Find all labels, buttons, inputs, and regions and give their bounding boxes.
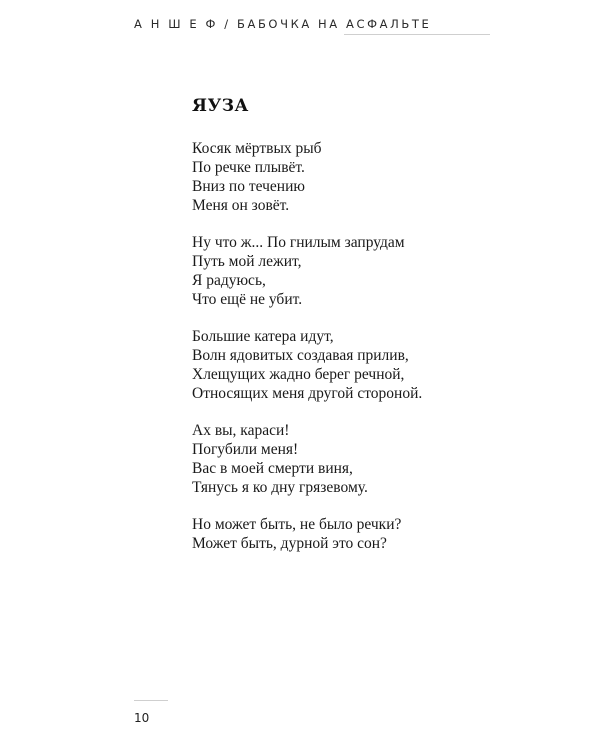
poem-line: Хлещущих жадно берег речной, (192, 366, 405, 383)
poem-body (192, 139, 422, 571)
footer-rule (134, 700, 168, 701)
stanza-1 (192, 139, 422, 215)
poem-line: Я радуюсь, (192, 272, 266, 289)
poem-line: Может быть, дурной это сон? (192, 535, 387, 552)
poem-title: ЯУЗА (192, 96, 249, 116)
poem-line: Погубили меня! (192, 441, 299, 458)
poem-line: Косяк мёртвых рыб (192, 140, 322, 157)
poem-line: Что ещё не убит. (192, 291, 303, 308)
poem-line: Но может быть, не было речки? (192, 516, 402, 533)
stanza-2 (192, 233, 422, 309)
stanza-5 (192, 515, 422, 553)
poem-line: Большие катера идут, (192, 328, 334, 345)
poem-line: По речке плывёт. (192, 159, 305, 176)
stanza-3 (192, 327, 422, 403)
poem-line: Тянусь я ко дну грязевому. (192, 479, 368, 496)
poem-line: Ну что ж... По гнилым запрудам (192, 234, 405, 251)
stanza-4 (192, 421, 422, 497)
poem-line: Ах вы, караси! (192, 422, 290, 439)
header-rule (344, 34, 490, 35)
poem-line: Вниз по течению (192, 178, 305, 195)
page-number: 10 (134, 711, 150, 725)
poem-line: Вас в моей смерти виня, (192, 460, 353, 477)
poem-line: Меня он зовёт. (192, 197, 290, 214)
poem-line: Относящих меня другой стороной. (192, 385, 423, 402)
running-head: А Н Ш Е Ф / БАБОЧКА НА АСФАЛЬТЕ (134, 17, 432, 31)
poem-line: Волн ядовитых создавая прилив, (192, 347, 409, 364)
poem-line: Путь мой лежит, (192, 253, 302, 270)
